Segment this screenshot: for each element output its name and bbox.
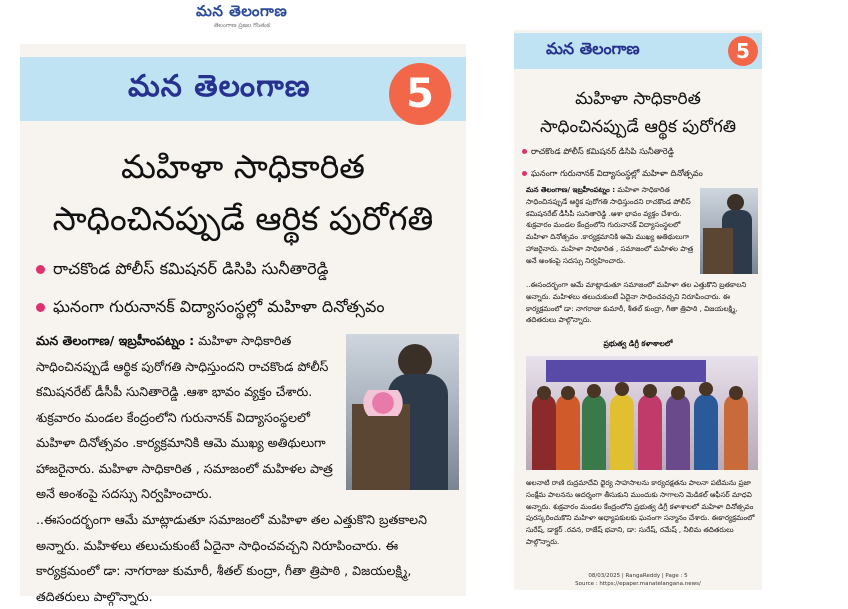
right-photo-caption: ప్రభుత్వ డిగ్రీ కళాశాలలో: [603, 339, 673, 348]
right-body-paragraph-2: ..ఈసందర్భంగా ఆమే మాట్లాడుతూ సమాజంలో మహిళా తల ఎత్తుకొని బ్రతకాలని అన్నారు. మహిళలు తలుచుకుంటే ఏదైనా సాధించవచ్చని నిరూపించారు. ఈ కార్యక్రమంలో డా: నాగరాజు కుమారీ, శీతల్ కుంద్రా, గీతా త్రిపాఠి , విజయలక్ష్మి, తదితరులు పాల్గొన్నారు.: [526, 280, 747, 325]
right-banner: [514, 33, 762, 69]
bullet-dot-icon: [522, 149, 527, 154]
right-headline-line1: మహిళా సాధికారిత: [575, 89, 701, 109]
right-bullet-1: రాచకొండ పోలీస్ కమిషనర్ డిసిపి సునీతారెడ్డి: [522, 145, 674, 157]
right-body-paragraph-1: మన తెలంగాణ/ ఇబ్రహీంపట్నం : మహిళా సాధికారిత సాధించినప్పుడే ఆర్థిక పురోగతి సాధిస్తుందని రాచకొండ పోలీస్ కమిషనరేట్ డీసీపీ సునితారెడ్డి .ఆశా భావం వ్యక్తం చేశారు. శుక్రవారం మండల కేంద్రంలోని గురునానక్ విద్యాసంస్థలలో మహిళా దినోత్సవం .కార్యక్రమానికి ఆమె ముఖ్య అతిథులుగా హాజరైనారు. మహిళా సాధికారిత , సమాజంలో మహిళల పాత్ర అనే అంశంపై సదస్సు నిర్వహించారు.: [526, 185, 694, 265]
right-group-photo: [526, 356, 758, 470]
left-headline-line2: సాధించినప్పుడే ఆర్థిక పురోగతి: [52, 199, 434, 238]
right-headline-line2: సాధించినప్పుడే ఆర్థిక పురోగతి: [539, 117, 737, 137]
right-speaker-photo: [700, 188, 758, 274]
bullet-dot-icon: [36, 265, 45, 274]
right-body-paragraph-3: అలనాటి రాణి రుద్రమాదేవి ధైర్య సాహసాలను కార్యదక్షతను పాలనా పటిమను ప్రజా సంక్షేమ పాలనను ఆదర్శంగా తీసుకుని ముందుకు సాగాలని మెడికల్ ఆఫీసర్ మాధవి అన్నారు. శుక్రవారం మండల కేంద్రంలోని ప్రభుత్వ డిగ్రీ కళాశాలలో మహిళా దినోత్సవం పురస్కరించుకొని మహిళా అధ్యాపకులకు ఘనంగా సన్మానం చేశారు. ఈకార్యక్రమంలో సురేష్, డాక్టర్ .రవన, రాజేష్ భవాని, డా: సురేష్, రమేష్ , నీలిమ తదితరులు పాల్గొన్నారు.: [526, 478, 755, 546]
left-body-paragraph-1: మన తెలంగాణ/ ఇబ్రహీంపట్నం : మహిళా సాధికారిత సాధించినప్పుడే ఆర్థిక పురోగతి సాధిస్తుందని రాచకొండ పోలీస్ కమిషనరేట్ డీసీపీ సునితారెడ్డి .ఆశా భావం వ్యక్తం చేశారు. శుక్రవారం మండల కేంద్రంలోని గురునానక్ విద్యాసంస్థలలో మహిళా దినోత్సవం .కార్యక్రమానికి ఆమె ముఖ్య అతిథులుగా హాజరైనారు. మహిళా సాధికారిత , సమాజంలో మహిళల పాత్ర అనే అంశంపై సదస్సు నిర్వహించారు.: [36, 333, 333, 501]
bullet-dot-icon: [36, 303, 45, 312]
left-brand: మన తెలంగాణ: [128, 69, 311, 104]
left-page-number-badge: 5: [389, 63, 451, 125]
masthead-logo: మన తెలంగాణ తెలంగాణ ప్రజల గొంతుక: [196, 2, 288, 29]
bullet-dot-icon: [522, 171, 527, 176]
left-headline-line1: మహిళా సాధికారిత: [121, 147, 365, 186]
right-footer-date: 08/03/2025 | RangaReddy | Page : 5: [588, 573, 688, 579]
right-footer-source: Source : https://epaper.manatelangana.news/: [575, 581, 701, 587]
left-bullet-1: రాచకొండ పోలీస్ కమిషనర్ డిసిపి సునీతారెడ్డి: [36, 258, 328, 280]
left-dateline: మన తెలంగాణ/ ఇబ్రహీంపట్నం :: [36, 333, 195, 348]
right-dateline: మన తెలంగాణ/ ఇబ్రహీంపట్నం :: [526, 185, 616, 194]
right-brand: మన తెలంగాణ: [546, 39, 640, 58]
left-speaker-photo: [346, 334, 459, 490]
right-bullet-2: ఘనంగా గురునానక్ విద్యాసంస్థల్లో మహిళా దినోత్సవం: [522, 167, 703, 179]
masthead-tagline: తెలంగాణ ప్రజల గొంతుక: [214, 22, 271, 29]
right-page-number-badge: 5: [728, 36, 758, 66]
left-body-paragraph-2: ..ఈసందర్భంగా ఆమే మాట్లాడుతూ సమాజంలో మహిళా తల ఎత్తుకొని బ్రతకాలని అన్నారు. మహిళలు తలుచుకుంటే ఏదైనా సాధించవచ్చని నిరూపించారు. ఈ కార్యక్రమంలో డా: నాగరాజు కుమారీ, శీతల్ కుంద్రా, గీతా త్రిపాఠి , విజయలక్ష్మి, తదితరులు పాల్గొన్నారు.: [36, 512, 427, 604]
left-bullet-2: ఘనంగా గురునానక్ విద్యాసంస్థల్లో మహిళా దినోత్సవం: [36, 296, 384, 318]
